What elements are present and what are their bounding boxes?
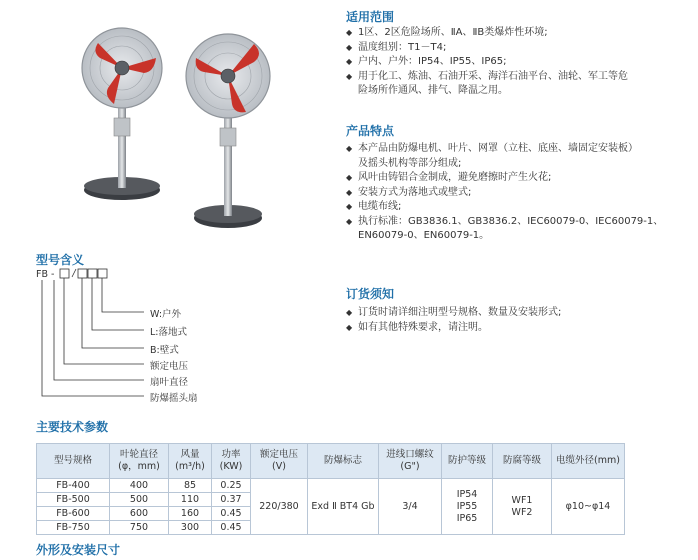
model-label-l: L:落地式	[150, 327, 187, 338]
model-label-b: B:壁式	[150, 345, 179, 356]
th-ex-mark: 防爆标志	[308, 444, 379, 479]
protection-level: IP65	[456, 512, 478, 524]
section-ordering-title: 订货须知	[346, 287, 395, 301]
cell-model: FB-500	[37, 493, 110, 507]
specs-table	[36, 443, 625, 535]
list-item: ◆ 电缆布线;	[346, 200, 691, 215]
list-item: ◆ 执行标准：GB3836.1、GB3836.2、IEC60079-0、IEC60079-1、	[346, 215, 691, 230]
model-label-type: 防爆摇头扇	[150, 393, 198, 404]
cell-model: FB-600	[37, 507, 110, 521]
section-scope-list	[346, 26, 686, 99]
cell-airflow: 110	[169, 493, 212, 507]
section-ordering-list	[346, 306, 686, 335]
cell-power: 0.37	[212, 493, 251, 507]
list-item: ◆ 订货时请详细注明型号规格、数量及安装形式;	[346, 306, 686, 321]
section-scope-title: 适用范围	[346, 10, 395, 24]
section-features-title: 产品特点	[346, 124, 395, 138]
list-item: ◆ 安装方式为落地式或壁式;	[346, 186, 691, 201]
th-thread: 进线口螺纹 (G")	[379, 444, 442, 479]
list-item: ◆ 本产品由防爆电机、叶片、网罩（立柱、底座、墙固定安装板）	[346, 142, 691, 157]
model-code-prefix: FB -	[36, 269, 55, 280]
anticorrosion-level: WF2	[511, 506, 533, 518]
cell-airflow: 300	[169, 521, 212, 535]
cell-diameter: 750	[110, 521, 169, 535]
cell-model: FB-400	[37, 479, 110, 493]
th-airflow: 风量 (m³/h)	[169, 444, 212, 479]
cell-anticorrosion	[493, 479, 552, 535]
th-protection: 防护等级	[442, 444, 493, 479]
list-item: ◆ 1区、2区危险场所、ⅡA、ⅡB类爆炸性环境;	[346, 26, 686, 41]
section-features-list	[346, 142, 691, 244]
protection-level: IP55	[456, 500, 478, 512]
list-item: ◆ 风叶由铸铝合金制成，避免磨擦时产生火花;	[346, 171, 691, 186]
list-item-continued: 及摇头机构等部分组成;	[358, 157, 462, 169]
cell-diameter: 600	[110, 507, 169, 521]
cell-diameter: 400	[110, 479, 169, 493]
specs-title: 主要技术参数	[36, 420, 109, 434]
cell-power: 0.25	[212, 479, 251, 493]
cell-cable: φ10~φ14	[552, 479, 625, 535]
cell-thread: 3/4	[379, 479, 442, 535]
th-anticorrosion: 防腐等级	[493, 444, 552, 479]
cell-model: FB-750	[37, 521, 110, 535]
cell-airflow: 85	[169, 479, 212, 493]
model-title: 型号含义	[36, 253, 85, 267]
model-label-w: W:户外	[150, 309, 182, 320]
cell-voltage: 220/380	[251, 479, 308, 535]
cell-power: 0.45	[212, 521, 251, 535]
model-label-voltage: 额定电压	[150, 361, 189, 372]
table-header-row	[37, 444, 625, 479]
floor-fan-left	[82, 28, 162, 200]
cell-power: 0.45	[212, 507, 251, 521]
list-item: ◆ 用于化工、炼油、石油开采、海洋石油平台、油轮、军工等危	[346, 70, 686, 85]
model-label-diameter: 扇叶直径	[150, 377, 189, 388]
cell-airflow: 160	[169, 507, 212, 521]
protection-level: IP54	[456, 488, 478, 500]
footer-title: 外形及安装尺寸	[36, 543, 121, 557]
list-item: ◆ 温度组别：T1－T4;	[346, 41, 686, 56]
fan-product-image	[78, 18, 283, 233]
model-code-diagram	[36, 266, 216, 406]
th-diameter: 叶轮直径 (φ，mm)	[110, 444, 169, 479]
th-power: 功率 (KW)	[212, 444, 251, 479]
th-cable: 电缆外径(mm)	[552, 444, 625, 479]
cell-protection	[442, 479, 493, 535]
floor-fan-right	[186, 34, 270, 228]
list-item: ◆ 户内、户外：IP54、IP55、IP65;	[346, 55, 686, 70]
th-model: 型号规格	[37, 444, 110, 479]
list-item: ◆ 如有其他特殊要求，请注明。	[346, 321, 686, 336]
th-voltage: 额定电压 (V)	[251, 444, 308, 479]
list-item-continued: 险场所作通风、排气、降温之用。	[358, 85, 508, 96]
cell-diameter: 500	[110, 493, 169, 507]
list-item-continued: EN60079-0、EN60079-1。	[358, 230, 490, 241]
cell-ex-mark: Exd Ⅱ BT4 Gb	[308, 479, 379, 535]
table-row	[37, 479, 625, 493]
anticorrosion-level: WF1	[511, 494, 533, 506]
